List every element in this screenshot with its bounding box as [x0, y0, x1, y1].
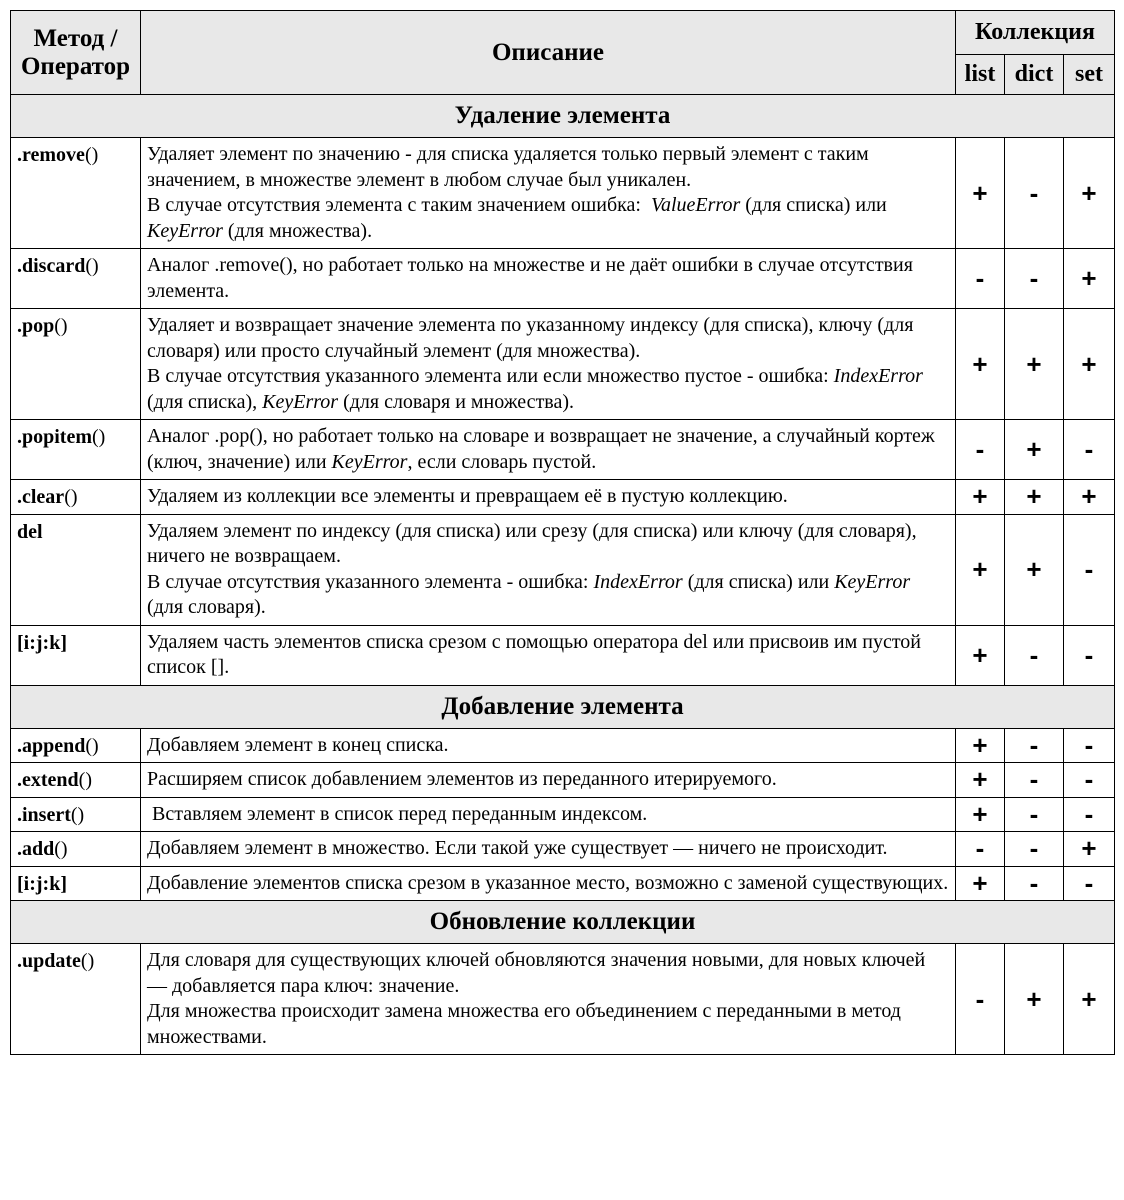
- list-support-mark: +: [956, 480, 1005, 515]
- description-line: Удаляет элемент по значению - для списка удаляется только первый элемент с таким значением, в множестве элемент в любом случае был уникален.: [147, 143, 874, 191]
- method-cell: [11, 138, 141, 249]
- dict-support-mark: +: [1005, 514, 1064, 625]
- dict-column-header: dict: [1005, 55, 1064, 95]
- set-support-mark: +: [1064, 832, 1115, 867]
- dict-support-mark: -: [1005, 138, 1064, 249]
- method-parens: (): [84, 144, 99, 166]
- set-support-mark: +: [1064, 138, 1115, 249]
- set-support-mark: +: [1064, 309, 1115, 420]
- list-support-mark: +: [956, 309, 1005, 420]
- description-column-header: Описание: [141, 11, 956, 95]
- list-support-mark: +: [956, 866, 1005, 901]
- dict-support-mark: -: [1005, 763, 1064, 798]
- description-cell: [141, 625, 956, 685]
- set-column-header: set: [1064, 55, 1115, 95]
- method-cell: [11, 866, 141, 901]
- method-parens: (): [92, 426, 106, 448]
- set-support-mark: +: [1064, 480, 1115, 515]
- description-cell: [141, 420, 956, 480]
- table-row: [11, 420, 1115, 480]
- method-cell: [11, 763, 141, 798]
- list-support-mark: -: [956, 832, 1005, 867]
- method-cell: [11, 797, 141, 832]
- method-cell: [11, 480, 141, 515]
- method-cell: [11, 420, 141, 480]
- set-support-mark: -: [1064, 763, 1115, 798]
- table-row: [11, 728, 1115, 763]
- list-column-header: list: [956, 55, 1005, 95]
- method-parens: (): [85, 255, 99, 277]
- method-name: .discard: [17, 255, 86, 277]
- section-title: Обновление коллекции: [11, 901, 1115, 944]
- description-line: Удаляем часть элементов списка срезом с помощью оператора del или присвоив им пустой список [].: [147, 630, 927, 678]
- description-cell: [141, 866, 956, 901]
- table-row: [11, 866, 1115, 901]
- description-line: Для словаря для существующих ключей обновляются значения новыми, для новых ключей — добавляется пара ключ: значение.: [147, 949, 931, 997]
- method-parens: (): [64, 486, 78, 508]
- method-parens: (): [54, 838, 68, 860]
- table-row: [11, 797, 1115, 832]
- method-parens: (): [80, 950, 95, 972]
- description-cell: [141, 728, 956, 763]
- set-support-mark: -: [1064, 420, 1115, 480]
- description-cell: [141, 138, 956, 249]
- method-name: .clear: [17, 486, 65, 508]
- method-parens: (): [70, 803, 85, 826]
- set-support-mark: +: [1064, 944, 1115, 1055]
- description-cell: [141, 249, 956, 309]
- set-support-mark: -: [1064, 514, 1115, 625]
- description-cell: [141, 797, 956, 832]
- description-line: Для множества происходит замена множества его объединением с переданными в метод множествами.: [147, 1000, 906, 1048]
- set-support-mark: -: [1064, 866, 1115, 901]
- method-parens: (): [85, 734, 99, 757]
- description-cell: [141, 944, 956, 1055]
- description-line: Удаляем элемент по индексу (для списка) или срезу (для списка) или ключу (для словаря), ничего не возвращаем.: [147, 519, 922, 567]
- method-cell: [11, 625, 141, 685]
- method-name: [i:j:k]: [17, 631, 67, 654]
- method-column-header: Метод / Оператор: [11, 11, 141, 95]
- list-support-mark: +: [956, 797, 1005, 832]
- section-title: Удаление элемента: [11, 95, 1115, 138]
- description-cell: [141, 309, 956, 420]
- list-support-mark: +: [956, 625, 1005, 685]
- dict-support-mark: -: [1005, 832, 1064, 867]
- list-support-mark: +: [956, 728, 1005, 763]
- description-line: В случае отсутствия указанного элемента - ошибка: IndexError (для списка) или KeyError (для словаря).: [147, 570, 916, 618]
- method-name: .insert: [17, 803, 71, 826]
- set-support-mark: -: [1064, 728, 1115, 763]
- dict-support-mark: +: [1005, 309, 1064, 420]
- table-row: [11, 138, 1115, 249]
- section-header-row: [11, 685, 1115, 728]
- table-row: [11, 249, 1115, 309]
- description-line: Аналог .pop(), но работает только на словаре и возвращает не значение, а случайный кортеж (ключ, значение) или KeyError, если словарь пустой.: [147, 425, 940, 473]
- method-cell: [11, 309, 141, 420]
- description-line: Удаляет и возвращает значение элемента по указанному индексу (для списка), ключу (для словаря) или просто случайный элемент (для множества).: [147, 314, 919, 362]
- dict-support-mark: +: [1005, 944, 1064, 1055]
- description-line: Добавляем элемент в конец списка.: [147, 733, 449, 756]
- method-cell: [11, 832, 141, 867]
- collection-methods-table: [10, 10, 1115, 1055]
- description-line: Добавление элементов списка срезом в указанное место, возможно с заменой существующих.: [147, 871, 949, 894]
- set-support-mark: -: [1064, 797, 1115, 832]
- list-support-mark: -: [956, 249, 1005, 309]
- method-name: [i:j:k]: [17, 872, 67, 895]
- dict-support-mark: -: [1005, 866, 1064, 901]
- list-support-mark: +: [956, 514, 1005, 625]
- description-line: Удаляем из коллекции все элементы и превращаем её в пустую коллекцию.: [147, 485, 788, 507]
- description-line: Расширяем список добавлением элементов из переданного итерируемого.: [147, 768, 777, 790]
- description-cell: [141, 480, 956, 515]
- description-line: В случае отсутствия элемента с таким значением ошибка: ValueError (для списка) или KeyError (для множества).: [147, 194, 897, 242]
- description-line: Вставляем элемент в список перед переданным индексом.: [147, 802, 648, 825]
- list-support-mark: -: [956, 944, 1005, 1055]
- description-line: В случае отсутствия указанного элемента или если множество пустое - ошибка: IndexError (для списка), KeyError (для словаря и множества).: [147, 365, 928, 413]
- dict-support-mark: +: [1005, 420, 1064, 480]
- method-name: .popitem: [17, 426, 92, 448]
- method-cell: [11, 514, 141, 625]
- set-support-mark: +: [1064, 249, 1115, 309]
- method-parens: (): [78, 769, 92, 791]
- table-row: [11, 763, 1115, 798]
- method-cell: [11, 944, 141, 1055]
- dict-support-mark: -: [1005, 249, 1064, 309]
- section-title: Добавление элемента: [11, 685, 1115, 728]
- method-name: .update: [17, 950, 81, 972]
- table-row: [11, 514, 1115, 625]
- section-header-row: [11, 901, 1115, 944]
- method-name: .append: [17, 734, 86, 757]
- table-row: [11, 309, 1115, 420]
- dict-support-mark: +: [1005, 480, 1064, 515]
- description-cell: [141, 514, 956, 625]
- method-cell: [11, 249, 141, 309]
- method-cell: [11, 728, 141, 763]
- dict-support-mark: -: [1005, 728, 1064, 763]
- description-cell: [141, 832, 956, 867]
- method-name: .pop: [17, 315, 55, 337]
- method-parens: (): [54, 315, 68, 337]
- list-support-mark: +: [956, 763, 1005, 798]
- description-line: Добавляем элемент в множество. Если такой уже существует — ничего не происходит.: [147, 837, 888, 859]
- table-row: [11, 480, 1115, 515]
- section-header-row: [11, 95, 1115, 138]
- method-name: .add: [17, 838, 55, 860]
- method-name: del: [17, 520, 43, 543]
- description-cell: [141, 763, 956, 798]
- method-name: .remove: [17, 144, 85, 166]
- set-support-mark: -: [1064, 625, 1115, 685]
- table-body: [11, 95, 1115, 1055]
- table-row: [11, 625, 1115, 685]
- list-support-mark: +: [956, 138, 1005, 249]
- table-row: [11, 832, 1115, 867]
- method-name: .extend: [17, 769, 79, 791]
- description-line: Аналог .remove(), но работает только на множестве и не даёт ошибки в случае отсутствия элемента.: [147, 254, 918, 302]
- list-support-mark: -: [956, 420, 1005, 480]
- table-row: [11, 944, 1115, 1055]
- dict-support-mark: -: [1005, 797, 1064, 832]
- collection-column-header: Коллекция: [956, 11, 1115, 55]
- dict-support-mark: -: [1005, 625, 1064, 685]
